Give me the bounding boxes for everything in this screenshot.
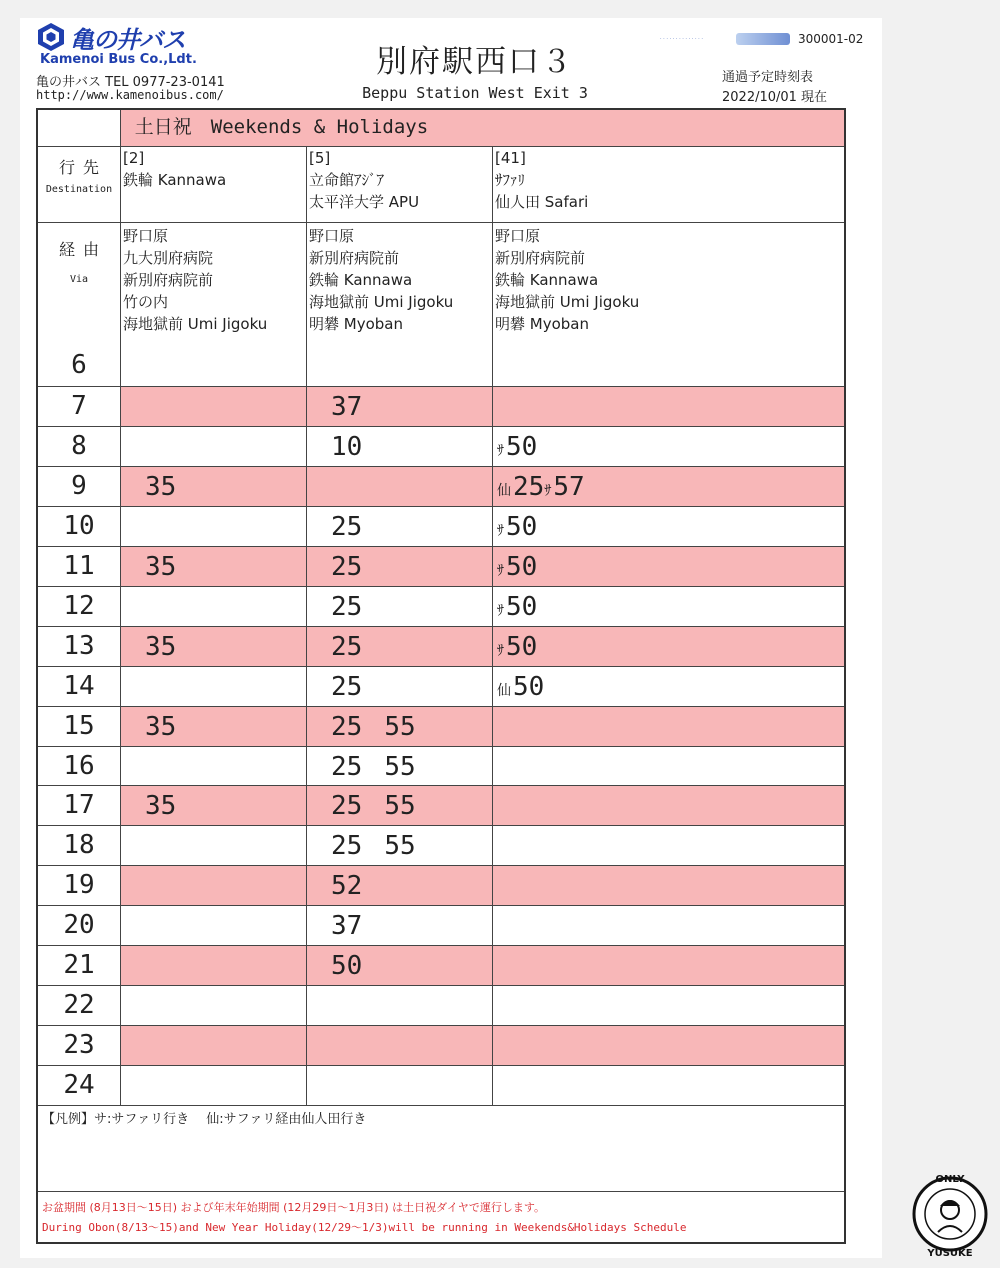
badge-top-text: ONLY (935, 1174, 965, 1185)
route-41-minutes (492, 587, 844, 626)
route-5-minutes (306, 627, 492, 666)
stop-name-jp: 別府駅西口３ (376, 44, 574, 80)
route-5-minutes (306, 427, 492, 466)
route-2-destination (120, 147, 306, 222)
minute-value: 50 (506, 512, 538, 542)
route-5-minutes (306, 747, 492, 785)
hour-row (38, 785, 844, 825)
departure-minute: 37 (331, 911, 363, 941)
route-41-minutes (492, 906, 844, 945)
hour-label: 9 (71, 471, 87, 501)
departure-minute (497, 552, 537, 582)
hour-row (38, 426, 844, 466)
route-2-minutes (120, 427, 306, 466)
departure-minute: 25 (331, 831, 363, 861)
route-2-via (120, 223, 306, 346)
hour-row (38, 546, 844, 586)
destination-line: ｻﾌｧﾘ (495, 171, 526, 189)
departure-minute: 25 (331, 592, 363, 622)
departure-minute: 55 (384, 712, 416, 742)
hour-label: 23 (63, 1030, 95, 1060)
minute-value: 50 (506, 432, 538, 462)
route-mark: ｻ (544, 483, 552, 499)
via-stop: 九大別府病院 (123, 249, 214, 267)
hour-label: 19 (63, 870, 95, 900)
route-2-minutes (120, 986, 306, 1025)
hour-label: 6 (71, 350, 87, 380)
route-41-minutes (492, 387, 844, 426)
via-stop: 野口原 (309, 227, 355, 245)
hour-label: 18 (63, 830, 95, 860)
schedule-title: 土日祝 Weekends & Holidays (120, 110, 844, 146)
route-2-minutes (120, 1026, 306, 1065)
hour-row (38, 905, 844, 945)
route-41-minutes (492, 1026, 844, 1065)
via-stop: 新別府病院前 (309, 249, 400, 267)
via-label-en: Via (69, 274, 89, 285)
via-label (38, 223, 120, 346)
departure-minute (497, 632, 537, 662)
route-2-minutes (120, 1066, 306, 1105)
route-mark: ｻ (497, 563, 504, 579)
departure-minute (497, 432, 537, 462)
route-41-minutes (492, 707, 844, 746)
minute-value: 50 (506, 592, 538, 622)
route-41-minutes (492, 1066, 844, 1105)
legend: 【凡例】サ:サファリ行き 仙:サファリ経由仙人田行き (42, 1112, 367, 1127)
hour-row (38, 626, 844, 666)
departure-minute: 35 (145, 712, 177, 742)
logo-text-jp: 亀の井バス (70, 26, 185, 54)
route-2-minutes (120, 627, 306, 666)
hour-label: 7 (71, 391, 87, 421)
route-2-minutes (120, 707, 306, 746)
route-41-minutes (492, 826, 844, 865)
route-2-minutes (120, 507, 306, 546)
hour-label: 8 (71, 431, 87, 461)
destination-line: 仙人田 Safari (495, 193, 589, 211)
hour-rows (38, 346, 844, 1105)
route-41-minutes (492, 866, 844, 905)
small-url-mark: · · · · · · · · · · · · · · (660, 36, 703, 42)
legend-row (38, 1105, 844, 1191)
departure-minute: 55 (384, 791, 416, 821)
route-mark: 仙 (497, 683, 511, 699)
hour-row (38, 985, 844, 1025)
hour-row (38, 945, 844, 985)
hour-label: 21 (63, 950, 95, 980)
departure-minute (544, 472, 584, 502)
route-5-minutes (306, 986, 492, 1025)
departure-minute: 25 (331, 632, 363, 662)
route-mark: ｻ (497, 603, 504, 619)
via-stop: 野口原 (495, 227, 541, 245)
hour-label: 14 (63, 671, 95, 701)
schedule-type: 通過予定時刻表 (722, 70, 814, 85)
departure-minute: 37 (331, 392, 363, 422)
destination-label-jp: 行先 (58, 158, 107, 177)
hour-row (38, 386, 844, 426)
hour-label: 11 (63, 551, 95, 581)
logo-text-en: Kamenoi Bus Co.,Ldt. (40, 52, 197, 67)
departure-minute: 25 (331, 552, 363, 582)
departure-minute: 35 (145, 632, 177, 662)
title-spacer (38, 110, 120, 146)
route-5-destination (306, 147, 492, 222)
route-41-destination (492, 147, 844, 222)
route-2-minutes (120, 346, 306, 386)
departure-minute: 55 (384, 752, 416, 782)
minute-value: 50 (513, 672, 545, 702)
departure-minute: 10 (331, 432, 363, 462)
hour-label: 13 (63, 631, 95, 661)
route-5-minutes (306, 786, 492, 825)
route-5-minutes (306, 467, 492, 506)
hour-row (38, 1065, 844, 1105)
destination-line: 立命館ｱｼﾞｱ (309, 171, 385, 189)
departure-minute: 25 (331, 712, 363, 742)
route-2-minutes (120, 786, 306, 825)
only-yusuke-badge-icon (908, 1168, 992, 1258)
route-5-minutes (306, 387, 492, 426)
small-logo-mark (736, 33, 790, 45)
via-stop: 竹の内 (123, 293, 169, 311)
minute-value: 25 (513, 472, 545, 502)
hour-row (38, 666, 844, 706)
via-stop: 明礬 Myoban (495, 315, 589, 333)
schedule-code: 300001-02 (798, 32, 864, 46)
hour-row (38, 346, 844, 386)
hour-label: 22 (63, 990, 95, 1020)
route-5-minutes (306, 587, 492, 626)
via-stop: 海地獄前 Umi Jigoku (309, 293, 454, 311)
route-41-minutes (492, 986, 844, 1025)
departure-minute: 25 (331, 672, 363, 702)
via-label-jp: 経由 (58, 240, 107, 259)
departure-minute (497, 472, 544, 502)
holiday-notice (38, 1192, 844, 1242)
route-5-minutes (306, 547, 492, 586)
route-5-minutes (306, 1026, 492, 1065)
route-mark: ｻ (497, 523, 504, 539)
route-41-minutes (492, 467, 844, 506)
route-2-minutes (120, 587, 306, 626)
route-5-minutes (306, 667, 492, 706)
route-2-minutes (120, 387, 306, 426)
via-stop: 新別府病院前 (123, 271, 214, 289)
minute-value: 50 (506, 632, 538, 662)
hour-row (38, 586, 844, 626)
route-5-minutes (306, 346, 492, 386)
company-url: http://www.kamenoibus.com/ (36, 88, 224, 102)
route-5-minutes (306, 866, 492, 905)
route-2-minutes (120, 547, 306, 586)
route-mark: ｻ (497, 443, 504, 459)
departure-minute: 25 (331, 791, 363, 821)
via-stop: 明礬 Myoban (309, 315, 403, 333)
destination-line: 鉄輪 Kannawa (123, 171, 227, 189)
departure-minute (497, 512, 537, 542)
departure-minute: 50 (331, 951, 363, 981)
route-41-minutes (492, 346, 844, 386)
route-number: [2] (123, 149, 145, 167)
departure-minute: 25 (331, 512, 363, 542)
route-5-via (306, 223, 492, 346)
route-number: [5] (309, 149, 331, 167)
departure-minute: 35 (145, 791, 177, 821)
via-stop: 海地獄前 Umi Jigoku (495, 293, 640, 311)
hour-row (38, 746, 844, 785)
route-2-minutes (120, 906, 306, 945)
via-stop: 新別府病院前 (495, 249, 586, 267)
hour-row (38, 466, 844, 506)
hour-label: 15 (63, 711, 95, 741)
stop-name-en: Beppu Station West Exit 3 (362, 84, 588, 102)
route-41-minutes (492, 667, 844, 706)
route-41-minutes (492, 427, 844, 466)
route-5-minutes (306, 1066, 492, 1105)
notice-row (38, 1191, 844, 1242)
hour-label: 10 (63, 511, 95, 541)
route-2-minutes (120, 467, 306, 506)
tortoise-shell-logo-icon (36, 22, 66, 52)
hour-row (38, 1025, 844, 1065)
hour-label: 17 (63, 790, 95, 820)
route-2-minutes (120, 866, 306, 905)
route-41-minutes (492, 946, 844, 985)
via-stop: 海地獄前 Umi Jigoku (123, 315, 268, 333)
via-stop: 鉄輪 Kannawa (495, 271, 599, 289)
hour-row (38, 865, 844, 905)
route-41-minutes (492, 786, 844, 825)
route-5-minutes (306, 826, 492, 865)
route-2-minutes (120, 946, 306, 985)
notice-jp: お盆期間 (8月13日～15日) および年末年始期間 (12月29日～1月3日) は土日祝ダイヤで運行します。 (42, 1201, 546, 1214)
departure-minute: 55 (384, 831, 416, 861)
hour-row (38, 706, 844, 746)
route-41-minutes (492, 747, 844, 785)
route-41-minutes (492, 507, 844, 546)
departure-minute (497, 592, 537, 622)
route-mark: ｻ (497, 643, 504, 659)
route-5-minutes (306, 906, 492, 945)
minute-value: 57 (553, 472, 585, 502)
timetable-grid (36, 108, 846, 1244)
departure-minute (497, 672, 544, 702)
route-41-minutes (492, 627, 844, 666)
hour-row (38, 825, 844, 865)
route-41-minutes (492, 547, 844, 586)
minute-value: 50 (506, 552, 538, 582)
route-2-minutes (120, 667, 306, 706)
departure-minute: 35 (145, 552, 177, 582)
route-5-minutes (306, 507, 492, 546)
hour-row (38, 506, 844, 546)
hour-label: 16 (63, 751, 95, 781)
via-stop: 鉄輪 Kannawa (309, 271, 413, 289)
departure-minute: 52 (331, 871, 363, 901)
hour-label: 12 (63, 591, 95, 621)
departure-minute: 25 (331, 752, 363, 782)
via-stop: 野口原 (123, 227, 169, 245)
route-5-minutes (306, 946, 492, 985)
route-number: [41] (495, 149, 526, 167)
badge-bottom-text: YUSUKE (927, 1248, 973, 1258)
hour-label: 20 (63, 910, 95, 940)
route-mark: 仙 (497, 483, 511, 499)
destination-line: 太平洋大学 APU (309, 193, 420, 211)
destination-label-en: Destination (45, 184, 113, 195)
company-tel: 亀の井バス TEL 0977-23-0141 (36, 75, 225, 90)
title-row (38, 110, 844, 146)
route-2-minutes (120, 826, 306, 865)
notice-en: During Obon(8/13～15)and New Year Holiday(12/29～1/3)will be running in Weekends&Holidays Schedule (42, 1221, 687, 1234)
route-2-minutes (120, 747, 306, 785)
route-5-minutes (306, 707, 492, 746)
destination-row (38, 146, 844, 222)
departure-minute: 35 (145, 472, 177, 502)
destination-label (38, 147, 120, 222)
hour-label: 24 (63, 1070, 95, 1100)
route-41-via (492, 223, 844, 346)
via-row (38, 222, 844, 346)
schedule-date: 2022/10/01 現在 (722, 90, 828, 105)
